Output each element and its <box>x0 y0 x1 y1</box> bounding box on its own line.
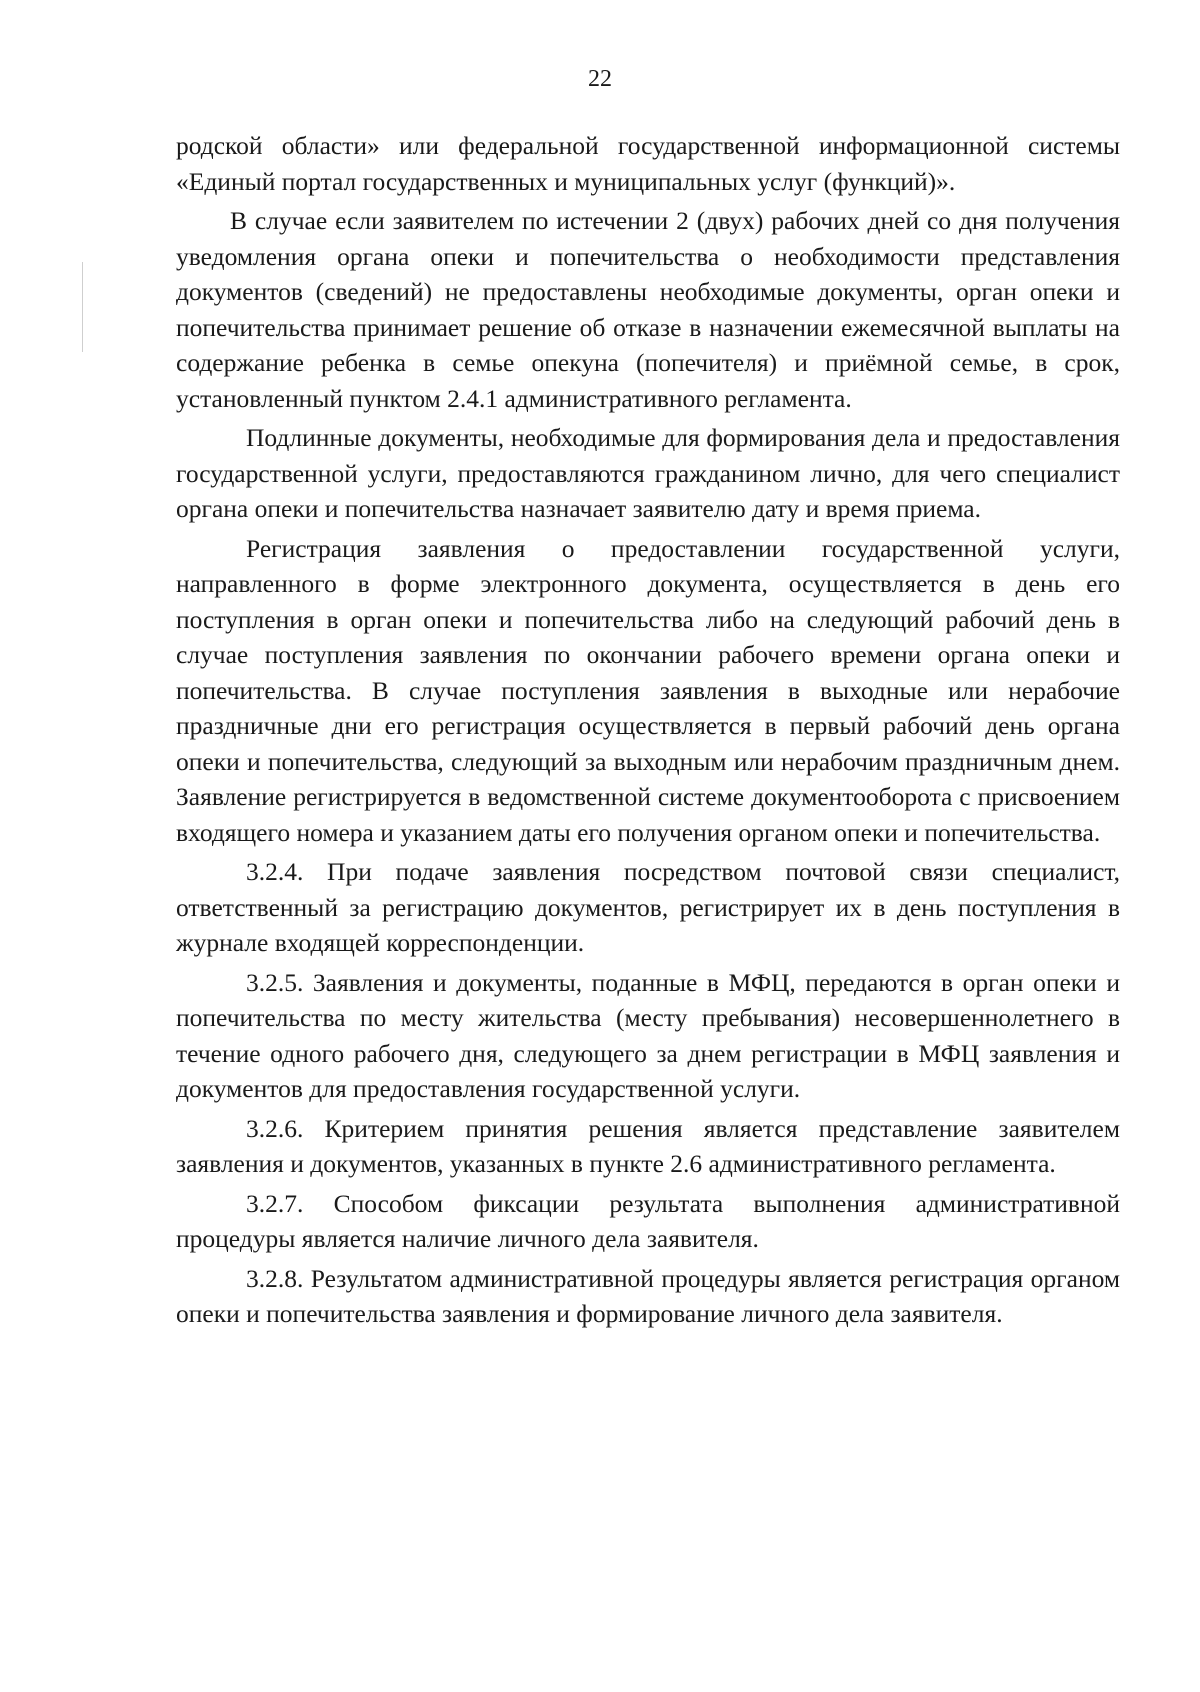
paragraph-3-2-5: 3.2.5. Заявления и документы, поданные в МФЦ, передаются в орган опеки и попечительства по месту жительства (месту пребывания) несовершеннолетнего в течение одного рабочего дня, следующего за днем регистрации в МФЦ заявления и документов для предоставления государственной услуги. <box>176 967 1120 1103</box>
paragraph-registration: Регистрация заявления о предоставлении государственной услуги, направленного в форме электронного документа, осуществляется в день его поступления в орган опеки и попечительства либо на следующий рабочий день в случае поступления заявления по окончании рабочего времени органа опеки и попечительства. В случае поступления заявления в выходные или нерабочие праздничные дни его регистрация осуществляется в первый рабочий день органа опеки и попечительства, следующий за выходным или нерабочим праздничным днем. Заявление регистрируется в ведомственной системе документооборота с присвоением входящего номера и указанием даты его получения органом опеки и попечительства. <box>176 533 1120 847</box>
document-body <box>176 128 1120 1336</box>
paragraph-continuation: родской области» или федеральной государственной информационной системы «Единый портал государственных и муниципальных услуг (функций)». <box>176 131 1120 196</box>
paragraph-original-documents: Подлинные документы, необходимые для формирования дела и предоставления государственной услуги, предоставляются гражданином лично, для чего специалист органа опеки и попечительства назначает заявителю дату и время приема. <box>176 423 1120 523</box>
paragraph-3-2-8: 3.2.8. Результатом административной процедуры является регистрация органом опеки и попечительства заявления и формирование личного дела заявителя. <box>176 1263 1120 1328</box>
paragraph-refusal: В случае если заявителем по истечении 2 (двух) рабочих дней со дня получения уведомления органа опеки и попечительства о необходимости представления документов (сведений) не предоставлены необходимые документы, орган опеки и попечительства принимает решение об отказе в назначении ежемесячной выплаты на содержание ребенка в семье опекуна (попечителя) и приёмной семье, в срок, установленный пунктом 2.4.1 административного регламента. <box>176 206 1120 413</box>
margin-scan-mark <box>82 262 83 352</box>
paragraph-3-2-6: 3.2.6. Критерием принятия решения является представление заявителем заявления и документов, указанных в пункте 2.6 административного регламента. <box>176 1113 1120 1178</box>
paragraph-3-2-4: 3.2.4. При подаче заявления посредством почтовой связи специалист, ответственный за регистрацию документов, регистрирует их в день поступления в журнале входящей корреспонденции. <box>176 857 1120 957</box>
paragraph-3-2-7: 3.2.7. Способом фиксации результата выполнения административной процедуры является наличие личного дела заявителя. <box>176 1188 1120 1253</box>
page-number: 22 <box>588 66 612 92</box>
